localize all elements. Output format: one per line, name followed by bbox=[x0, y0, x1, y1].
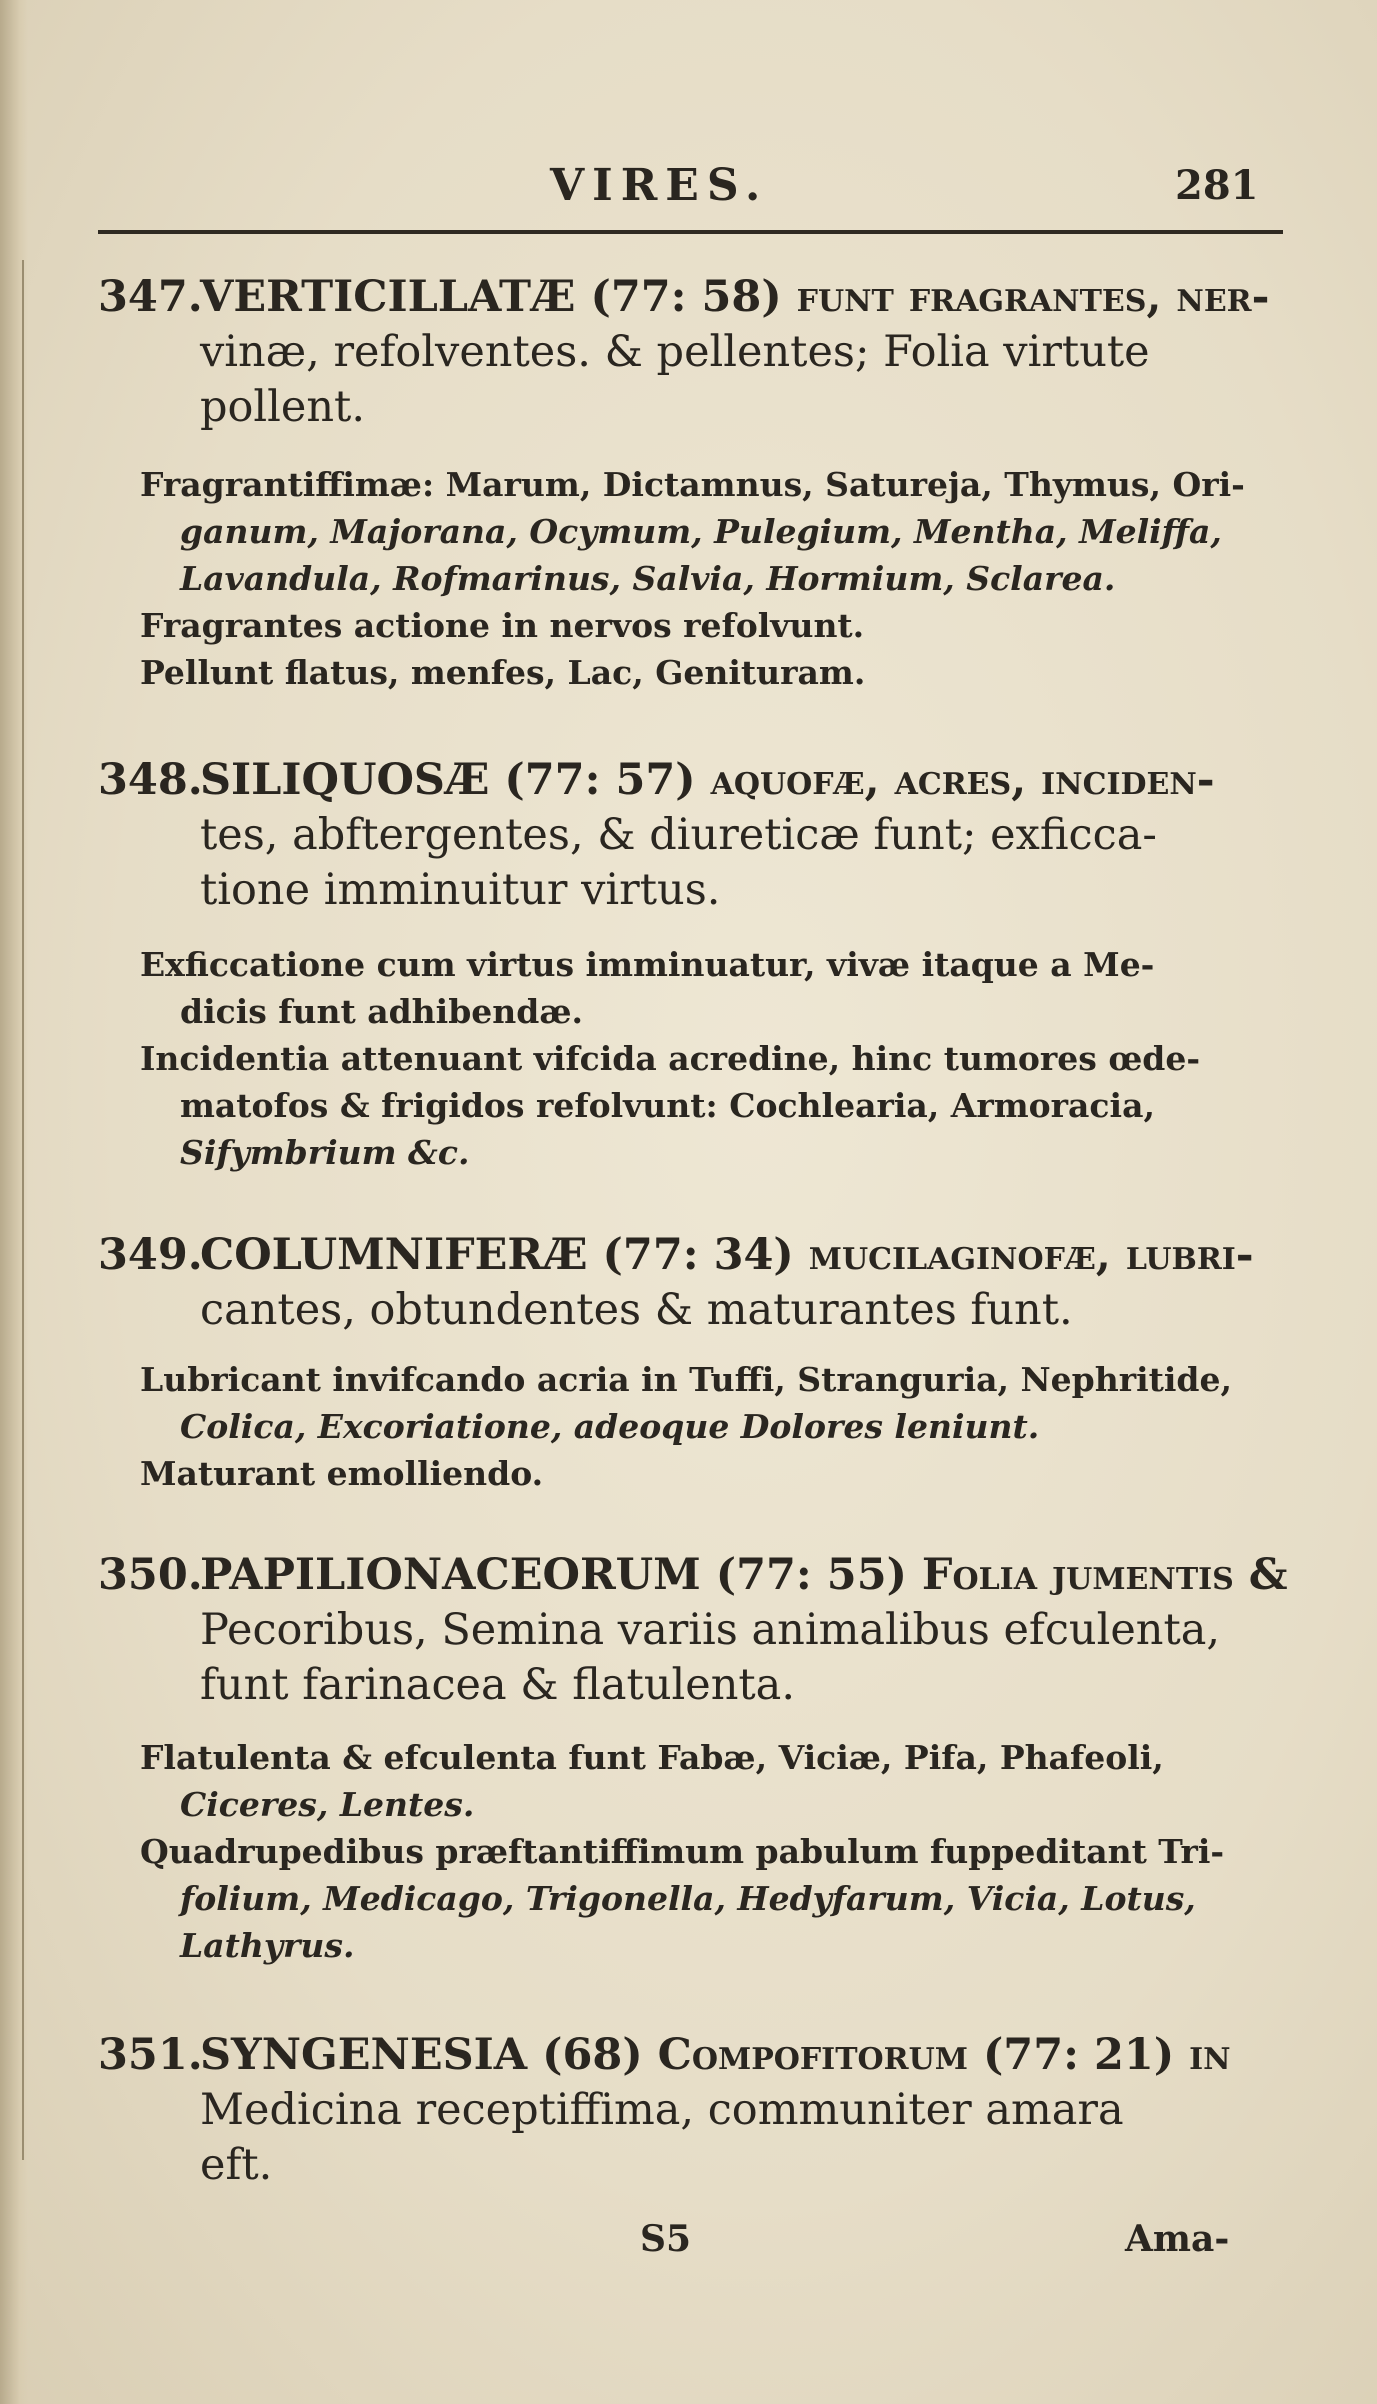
entry-line: VERTICILLATÆ (77: 58) funt fragrantes, ner- bbox=[200, 272, 1270, 322]
note-line: Pellunt flatus, menfes, Lac, Genituram. bbox=[140, 653, 866, 692]
note-line: Flatulenta & efculenta funt Fabæ, Viciæ, Pifa, Phafeoli, bbox=[140, 1738, 1164, 1777]
catchword: Ama- bbox=[1125, 2218, 1230, 2260]
entry-line: funt farinacea & flatulenta. bbox=[200, 1660, 795, 1710]
entry-line: Pecoribus, Semina variis animalibus efculenta, bbox=[200, 1605, 1221, 1655]
entry-line: SILIQUOSÆ (77: 57) aquofæ, acres, inciden- bbox=[200, 755, 1215, 805]
entry-number: 348. bbox=[98, 755, 203, 805]
note-line: Sifymbrium &c. bbox=[180, 1133, 470, 1172]
entry-number: 349. bbox=[98, 1230, 203, 1280]
entry-line: tione imminuitur virtus. bbox=[200, 865, 721, 915]
page-edge-line bbox=[22, 260, 24, 2160]
entry-line: COLUMNIFERÆ (77: 34) mucilaginofæ, lubri- bbox=[200, 1230, 1254, 1280]
note-line: ganum, Majorana, Ocymum, Pulegium, Mentha, Meliffa, bbox=[180, 512, 1222, 551]
header-rule bbox=[98, 230, 1283, 234]
entry-number: 351. bbox=[98, 2030, 203, 2080]
note-line: Lubricant invifcando acria in Tuffi, Stranguria, Nephritide, bbox=[140, 1360, 1232, 1399]
entry-line: cantes, obtundentes & maturantes funt. bbox=[200, 1285, 1073, 1335]
note-line: Incidentia attenuant vifcida acredine, hinc tumores œde- bbox=[140, 1039, 1201, 1078]
entry-line: SYNGENESIA (68) Compofitorum (77: 21) in bbox=[200, 2030, 1231, 2080]
note-line: Fragrantes actione in nervos refolvunt. bbox=[140, 606, 865, 645]
page-number: 281 bbox=[1175, 162, 1259, 209]
entry-line: eft. bbox=[200, 2140, 273, 2190]
entry-line: vinæ, refolventes. & pellentes; Folia virtute bbox=[200, 327, 1150, 377]
entry-line: pollent. bbox=[200, 382, 366, 432]
note-line: Lavandula, Rofmarinus, Salvia, Hormium, Sclarea. bbox=[180, 559, 1116, 598]
note-line: Colica, Excoriatione, adeoque Dolores leniunt. bbox=[180, 1407, 1040, 1446]
note-line: Lathyrus. bbox=[180, 1926, 355, 1965]
note-line: dicis funt adhibendæ. bbox=[180, 992, 584, 1031]
entry-line: Medicina receptiffima, communiter amara bbox=[200, 2085, 1124, 2135]
signature-mark: S5 bbox=[640, 2218, 692, 2260]
note-line: Exficcatione cum virtus imminuatur, vivæ itaque a Me- bbox=[140, 945, 1155, 984]
running-head: VIRES. bbox=[550, 160, 769, 211]
note-line: Maturant emolliendo. bbox=[140, 1454, 544, 1493]
note-line: Fragrantiffimæ: Marum, Dictamnus, Satureja, Thymus, Ori- bbox=[140, 465, 1245, 504]
entry-line: PAPILIONACEORUM (77: 55) Folia jumentis & bbox=[200, 1550, 1288, 1600]
note-line: folium, Medicago, Trigonella, Hedyfarum, Vicia, Lotus, bbox=[180, 1879, 1196, 1918]
note-line: matofos & frigidos refolvunt: Cochlearia, Armoracia, bbox=[180, 1086, 1155, 1125]
entry-number: 350. bbox=[98, 1550, 203, 1600]
entry-number: 347. bbox=[98, 272, 203, 322]
note-line: Quadrupedibus præftantiffimum pabulum fuppeditant Tri- bbox=[140, 1832, 1225, 1871]
note-line: Ciceres, Lentes. bbox=[180, 1785, 475, 1824]
entry-line: tes, abftergentes, & diureticæ funt; exficca- bbox=[200, 810, 1157, 860]
